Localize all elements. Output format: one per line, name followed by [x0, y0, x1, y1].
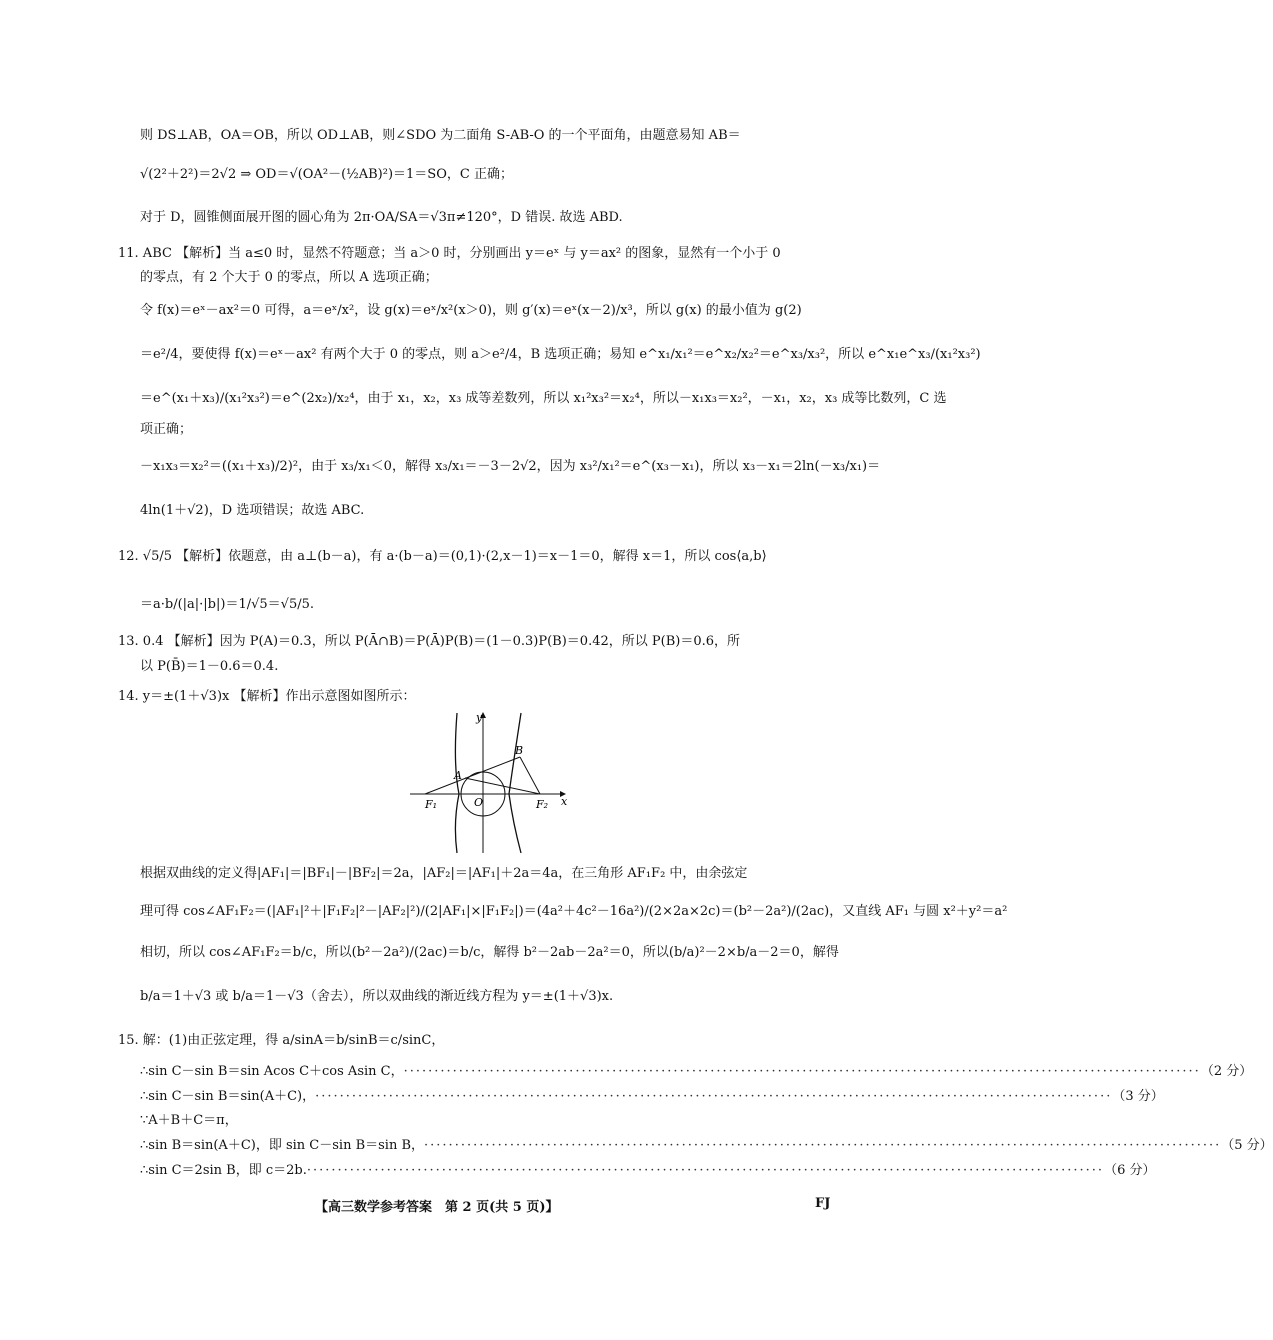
text-line: 的零点，有 2 个大于 0 的零点，所以 A 选项正确； — [140, 270, 438, 285]
leader-dots — [315, 1088, 1112, 1106]
step-text: ∴sin C－sin B＝sin(A＋C)， — [140, 1089, 316, 1104]
text-line: ＝e²/4，要使得 f(x)＝eˣ－ax² 有两个大于 0 的零点，则 a＞e²/4，B 选项正确；易知 e^x₁/x₁²＝e^x₂/x₂²＝e^x₃/x₃²，所以 e^x₁e^x₃/(x₁²x₃²) — [140, 347, 981, 362]
scored-step — [140, 1063, 1253, 1081]
footer-code: FJ — [815, 1196, 831, 1211]
text-line: ＝e^(x₁＋x₃)/(x₁²x₃²)＝e^(2x₂)/x₂⁴，由于 x₁，x₂，x₃ 成等差数列，所以 x₁²x₃²＝x₂⁴，所以－x₁x₃＝x₂²，－x₁，x₂，x₃ 成等比数列，C 选 — [140, 391, 947, 406]
leader-dots — [424, 1137, 1221, 1155]
label-a: A — [454, 769, 462, 782]
label-o: O — [474, 796, 484, 809]
text-line: 项正确； — [140, 422, 193, 437]
scored-step — [140, 1137, 1273, 1155]
label-f2: F₂ — [536, 798, 549, 811]
step-points: （2 分） — [1200, 1064, 1253, 1079]
text-line: √(2²＋2²)＝2√2 ⇒ OD＝√(OA²－(½AB)²)＝1＝SO，C 正确； — [140, 167, 513, 182]
footer-title: 【高三数学参考答案 第 2 页(共 5 页)】 — [315, 1200, 559, 1215]
leader-dots — [404, 1063, 1201, 1081]
text-line: 以 P(B̄)＝1－0.6＝0.4. — [140, 659, 279, 674]
q11-heading: 11. ABC 【解析】当 a≤0 时，显然不符题意；当 a＞0 时，分别画出 y＝eˣ 与 y＝ax² 的图象，显然有一个小于 0 — [118, 246, 781, 261]
line-b-f2 — [520, 757, 540, 794]
step-text: ∵A＋B＋C＝π， — [140, 1113, 238, 1128]
label-y: y — [476, 711, 483, 724]
text-line: 4ln(1＋√2)，D 选项错误；故选 ABC. — [140, 503, 365, 518]
step-points: （5 分） — [1221, 1138, 1273, 1153]
text-line: －x₁x₃＝x₂²＝((x₁＋x₃)/2)²，由于 x₃/x₁＜0，解得 x₃/x₁＝－3－2√2，因为 x₃²/x₁²＝e^(x₃－x₁)，所以 x₃－x₁＝2ln(－x₃/x₁)＝ — [140, 459, 881, 474]
scored-step — [140, 1088, 1164, 1106]
text-line: ＝a·b/(|a|·|b|)＝1/√5＝√5/5. — [140, 597, 314, 612]
text-line: 令 f(x)＝eˣ－ax²＝0 可得，a＝eˣ/x²，设 g(x)＝eˣ/x²(x＞0)，则 g′(x)＝eˣ(x－2)/x³，所以 g(x) 的最小值为 g(2) — [140, 303, 802, 318]
q12-heading: 12. √5/5 【解析】依题意，由 a⊥(b－a)，有 a·(b－a)＝(0,1)·(2,x－1)＝x－1＝0，解得 x＝1，所以 cos⟨a,b⟩ — [118, 549, 767, 564]
text-line: 根据双曲线的定义得|AF₁|＝|BF₁|－|BF₂|＝2a，|AF₂|＝|AF₁|＋2a＝4a，在三角形 AF₁F₂ 中，由余弦定 — [140, 866, 748, 881]
leader-dots — [307, 1162, 1104, 1180]
step-text: ∴sin C＝2sin B，即 c＝2b. — [140, 1163, 307, 1178]
step-text: ∴sin C－sin B＝sin Acos C＋cos Asin C， — [140, 1064, 404, 1079]
label-f1: F₁ — [425, 798, 438, 811]
hyperbola-left-branch — [455, 713, 459, 853]
q15-heading: 15. 解：(1)由正弦定理，得 a/sinA＝b/sinB＝c/sinC， — [118, 1033, 445, 1048]
label-x: x — [561, 795, 568, 808]
text-line: 对于 D，圆锥侧面展开图的圆心角为 2π·OA/SA＝√3π≠120°，D 错误. 故选 ABD. — [140, 210, 623, 225]
label-b: B — [515, 744, 524, 757]
step-points: （6 分） — [1104, 1163, 1156, 1178]
q13-heading: 13. 0.4 【解析】因为 P(A)＝0.3，所以 P(Ā∩B)＝P(Ā)P(B)＝(1－0.3)P(B)＝0.42，所以 P(B)＝0.6，所 — [118, 634, 741, 649]
text-line: 相切，所以 cos∠AF₁F₂＝b/c，所以(b²－2a²)/(2ac)＝b/c，解得 b²－2ab－2a²＝0，所以(b/a)²－2×b/a－2＝0，解得 — [140, 945, 839, 960]
line-f1-b — [425, 757, 520, 794]
text-line: 理可得 cos∠AF₁F₂＝(|AF₁|²＋|F₁F₂|²－|AF₂|²)/(2|AF₁|×|F₁F₂|)＝(4a²＋4c²－16a²)/(2×2a×2c)＝(b²－2a²)/(2ac)，又直线 AF₁ 与圆 x²＋y²＝a² — [140, 904, 1008, 919]
scored-step — [140, 1112, 840, 1130]
hyperbola-diagram — [405, 705, 575, 855]
step-text: ∴sin B＝sin(A＋C)，即 sin C－sin B＝sin B， — [140, 1138, 425, 1153]
scored-step — [140, 1162, 1156, 1180]
hyperbola-right-branch — [509, 713, 524, 853]
step-points: （3 分） — [1112, 1089, 1164, 1104]
text-line: 则 DS⊥AB，OA＝OB，所以 OD⊥AB，则∠SDO 为二面角 S-AB-O 的一个平面角，由题意易知 AB＝ — [140, 128, 741, 143]
q14-heading: 14. y＝±(1＋√3)x 【解析】作出示意图如图所示： — [118, 689, 416, 704]
text-line: b/a＝1＋√3 或 b/a＝1－√3（舍去），所以双曲线的渐近线方程为 y＝±(1＋√3)x. — [140, 989, 614, 1004]
line-a-f2 — [465, 778, 540, 794]
